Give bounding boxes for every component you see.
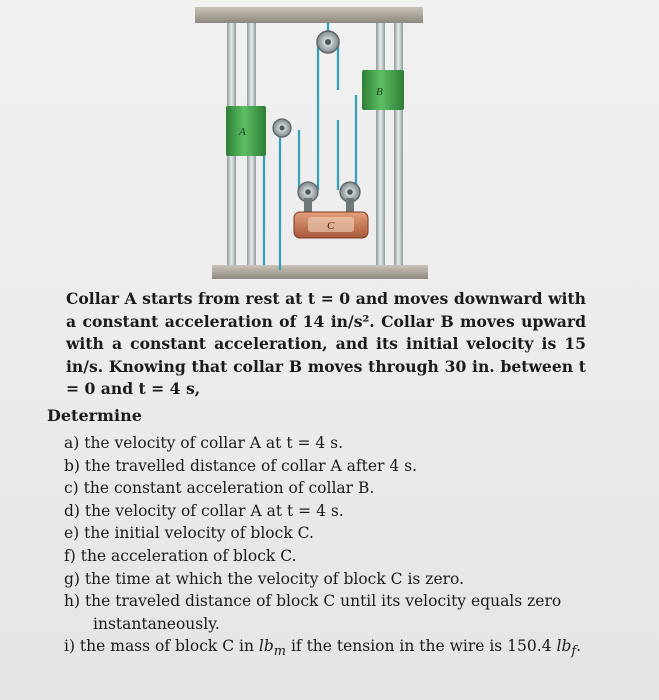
question-item-h bbox=[64, 590, 624, 635]
question-item-h-line1: h) the traveled distance of block C until its velocity equals zero bbox=[64, 592, 562, 611]
unit-lbm: lb bbox=[258, 637, 274, 656]
rod-right-1 bbox=[376, 23, 385, 265]
question-item: e) the initial velocity of block C. bbox=[64, 524, 314, 543]
pulley-diagram bbox=[190, 0, 450, 290]
question-item-i-text-2: if the tension in the wire is 150.4 bbox=[286, 637, 557, 656]
question-item: g) the time at which the velocity of block C is zero. bbox=[64, 569, 465, 588]
determine-heading: Determine bbox=[47, 406, 142, 425]
question-item: a) the velocity of collar A at t = 4 s. bbox=[64, 434, 344, 452]
unit-lbm-sub: m bbox=[273, 644, 287, 660]
question-item-i-text: i) the mass of block C in bbox=[64, 637, 259, 656]
question-item-i bbox=[64, 635, 624, 664]
question-item: d) the velocity of collar A at t = 4 s. bbox=[64, 501, 344, 520]
top-beam bbox=[195, 7, 423, 23]
question-item: b) the travelled distance of collar A after 4 s. bbox=[64, 456, 418, 475]
block-c-label: C bbox=[327, 220, 335, 232]
question-item-h-line2: instantaneously. bbox=[93, 614, 220, 633]
unit-lbf-sub: f bbox=[571, 644, 577, 660]
question-item: c) the constant acceleration of collar B. bbox=[64, 479, 375, 498]
collar-b bbox=[362, 70, 404, 110]
question-item: f) the acceleration of block C. bbox=[64, 546, 297, 565]
unit-lbf: lb bbox=[556, 637, 572, 656]
problem-statement: Collar A starts from rest at t = 0 and moves downward with a constant acceleration of 14 in/s². Collar B moves upward with a constant acceleration, and its initial velocity is 15 in/s. Knowing that collar B moves through 30 in. between t = 0 and t = 4 s, bbox=[66, 289, 586, 398]
collar-a-label: A bbox=[239, 126, 246, 138]
question-list bbox=[64, 432, 624, 664]
question-item-i-end: . bbox=[576, 637, 582, 656]
rod-right-2 bbox=[394, 23, 403, 265]
bottom-base bbox=[212, 265, 428, 279]
collar-a bbox=[226, 106, 266, 156]
collar-b-label: B bbox=[376, 86, 383, 98]
